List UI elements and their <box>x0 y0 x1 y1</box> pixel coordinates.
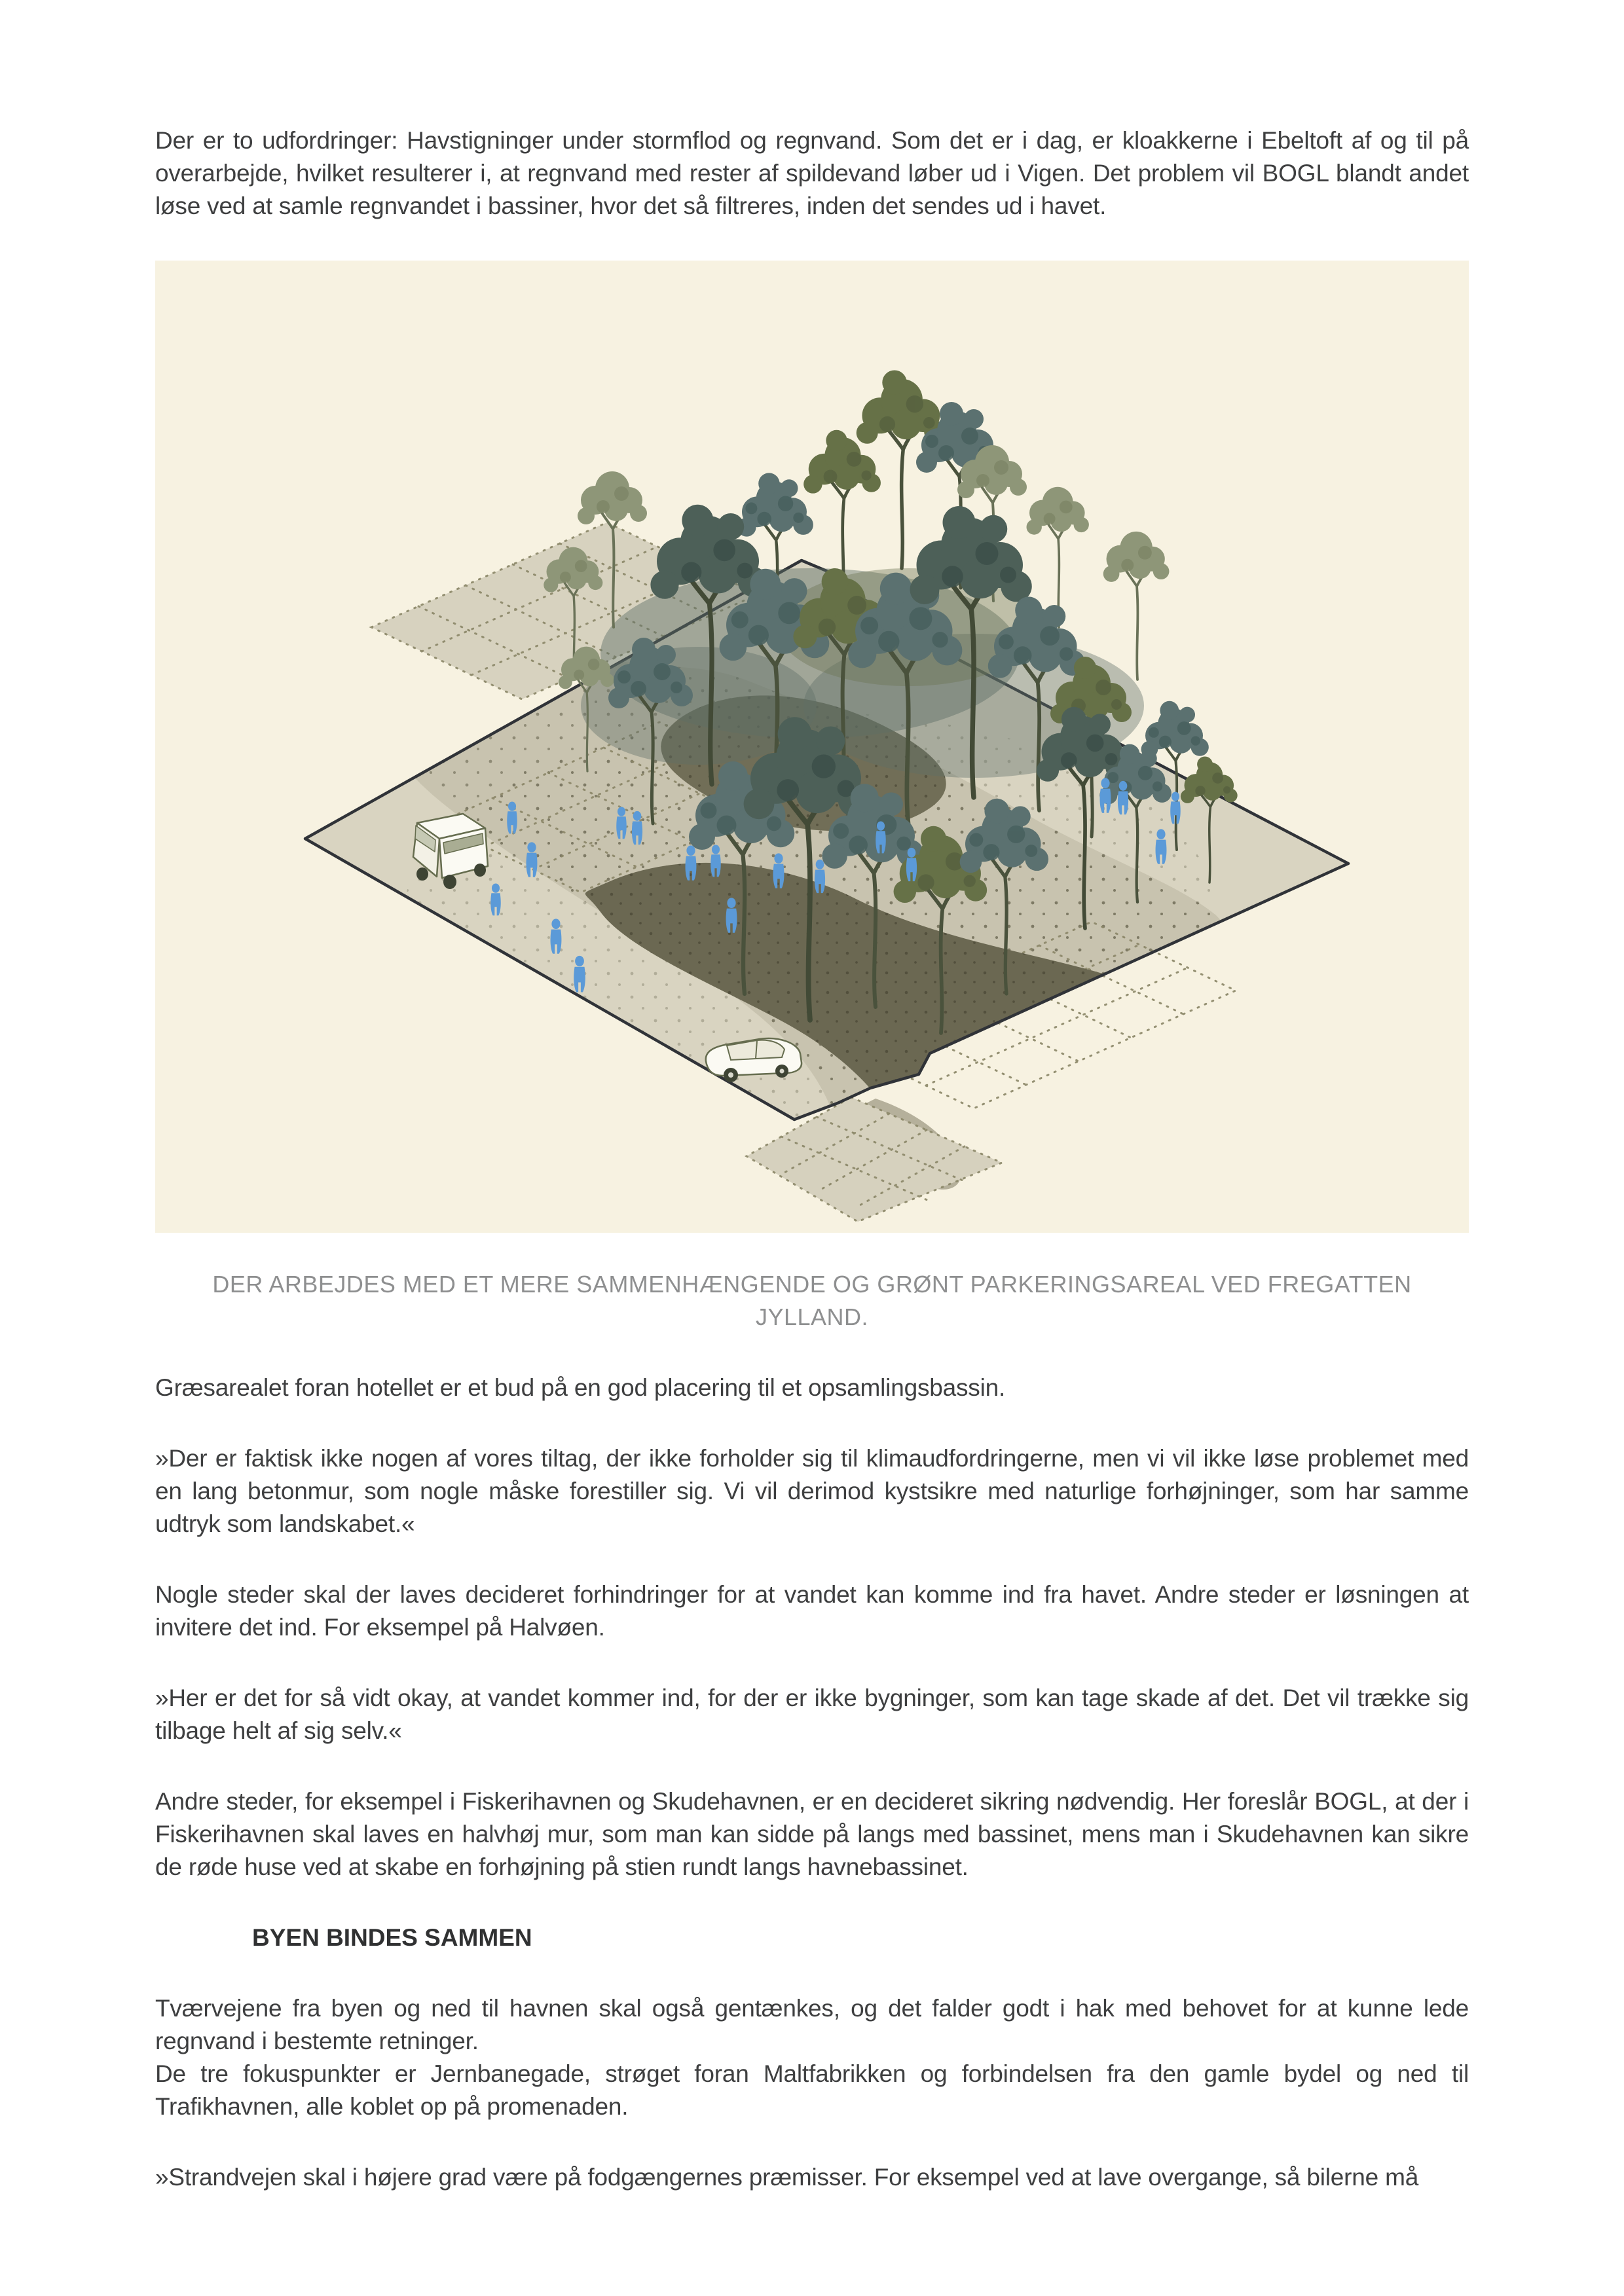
paragraph-quote: »Der er faktisk ikke nogen af vores tiltag, der ikke forholder sig til klimaudfordringerne, men vi vil ikke løse problemet med en lang betonmur, som nogle måske forestiller sig. Vi vil derimod kystsikre med naturlige forhøjninger, som har samme udtryk som landskabet.« <box>155 1445 1469 1537</box>
image-caption: DER ARBEJDES MED ET MERE SAMMENHÆNGENDE OG GRØNT PARKERINGSAREAL VED FREGATTEN JYLLAND. <box>212 1271 1412 1330</box>
paragraph-quote: »Strandvejen skal i højere grad være på fodgængernes præmisser. For eksempel ved at lave overgange, så bilerne må <box>155 2164 1419 2191</box>
paragraph: Der er to udfordringer: Havstigninger under stormflod og regnvand. Som det er i dag, er kloakkerne i Ebeltoft af og til på overarbejde, hvilket resulterer i, at regnvand med rester af spildevand løber ud i Vigen. Det problem vil BOGL blandt andet løse ved at samle regnvandet i bassiner, hvor det så filtreres, inden det sendes ud i havet. <box>155 127 1469 219</box>
paragraph: Nogle steder skal der laves decideret forhindringer for at vandet kan komme ind fra havet. Andre steder er løsningen at invitere det ind. For eksempel på Halvøen. <box>155 1581 1469 1641</box>
paragraph-quote: »Her er det for så vidt okay, at vandet kommer ind, for der er ikke bygninger, som kan tage skade af det. Det vil trække sig tilbage helt af sig selv.« <box>155 1685 1469 1744</box>
paragraph: Tværvejene fra byen og ned til havnen skal også gentænkes, og det falder godt i hak med behovet for at kunne lede regnvand i bestemte retninger. <box>155 1995 1469 2054</box>
article-body <box>155 0 1469 2194</box>
site-plan-illustration <box>155 261 1469 1233</box>
site-plan-figure <box>155 261 1469 1233</box>
paragraph: Andre steder, for eksempel i Fiskerihavnen og Skudehavnen, er en decideret sikring nødvendig. Her foreslår BOGL, at der i Fiskerihavnen skal laves en halvhøj mur, som man kan sidde på langs med bassinet, mens man i Skudehavnen kan sikre de røde huse ved at skabe en forhøjning på stien rundt langs havnebassinet. <box>155 1788 1469 1880</box>
section-heading: BYEN BINDES SAMMEN <box>252 1924 532 1951</box>
paragraph: Græsarealet foran hotellet er et bud på en god placering til et opsamlingsbassin. <box>155 1374 1006 1401</box>
paragraph: De tre fokuspunkter er Jernbanegade, strøget foran Maltfabrikken og forbindelsen fra den gamle bydel og ned til Trafikhavnen, alle koblet op på promenaden. <box>155 2060 1469 2120</box>
